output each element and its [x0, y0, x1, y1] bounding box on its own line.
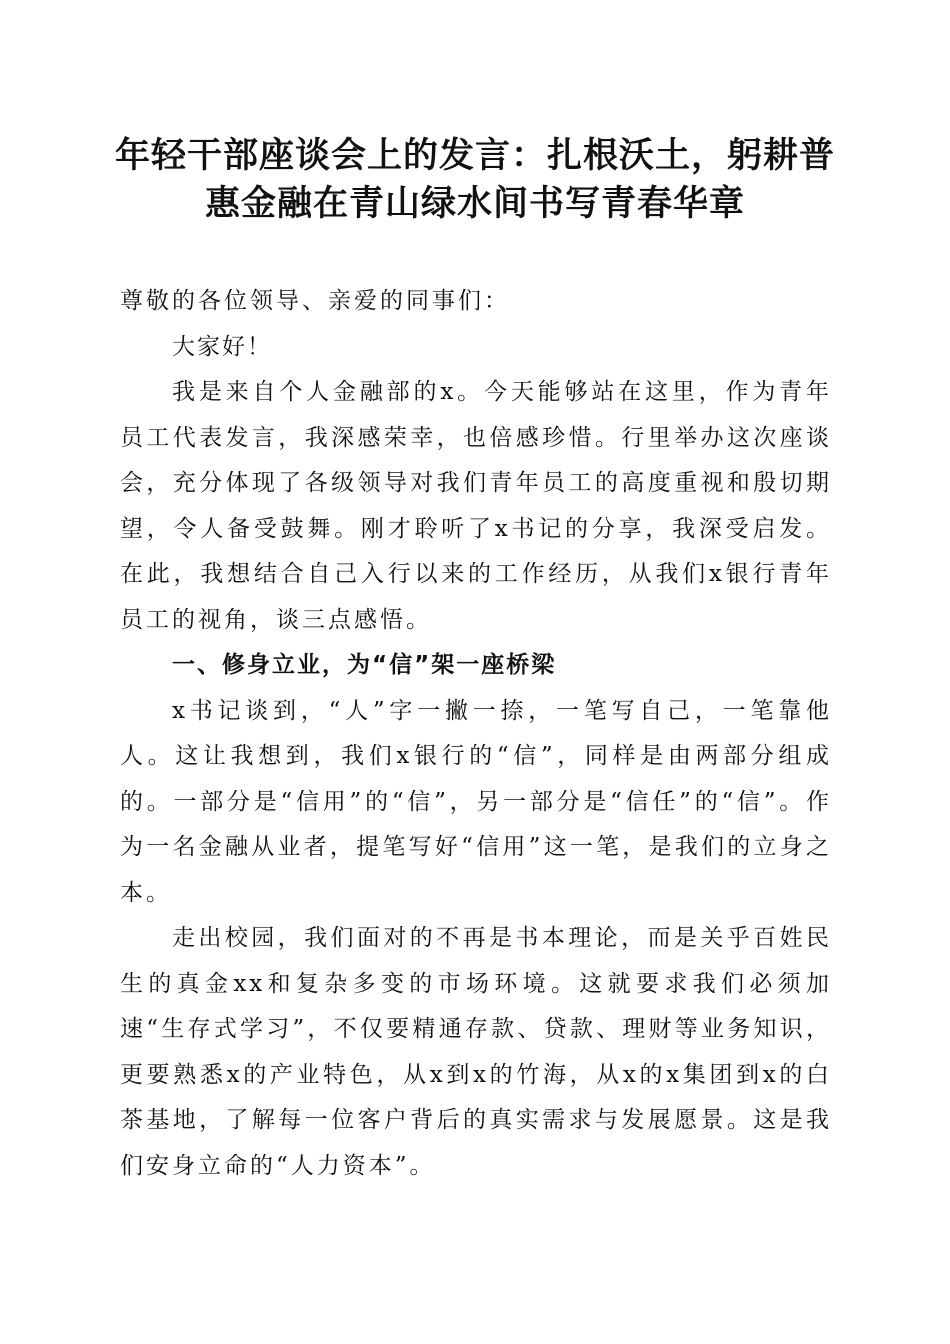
intro-paragraph: 我是来自个人金融部的x。今天能够站在这里，作为青年员工代表发言，我深感荣幸，也倍感珍惜。行里举办这次座谈会，充分体现了各级领导对我们青年员工的高度重视和殷切期望，令人备受鼓舞。刚才聆听了x书记的分享，我深受启发。在此，我想结合自己入行以来的工作经历，从我们x银行青年员工的视角，谈三点感悟。 — [120, 379, 832, 633]
document-title — [100, 132, 850, 228]
greeting: 大家好！ — [172, 333, 272, 360]
salutation: 尊敬的各位领导、亲爱的同事们： — [120, 288, 510, 314]
title-line-2: 惠金融在青山绿水间书写青春华章 — [204, 183, 745, 224]
title-line-1: 年轻干部座谈会上的发言：扎根沃土，躬耕普 — [114, 135, 835, 176]
section-1-paragraph-2: 走出校园，我们面对的不再是书本理论，而是关乎百姓民生的真金xx和复杂多变的市场环境。这就要求我们必须加速“生存式学习”，不仅要精通存款、贷款、理财等业务知识，更要熟悉x的产业特色，从x到x的竹海，从x的x集团到x的白茶基地，了解每一位客户背后的真实需求与发展愿景。这是我们安身立命的“人力资本”。 — [120, 925, 832, 1179]
document-body — [120, 279, 832, 1189]
section-heading-1: 一、修身立业，为“信”架一座桥梁 — [172, 652, 557, 678]
section-1-paragraph-1: x书记谈到，“人”字一撇一捺，一笔写自己，一笔靠他人。这让我想到，我们x银行的“信”，同样是由两部分组成的。一部分是“信用”的“信”，另一部分是“信任”的“信”。作为一名金融从业者，提笔写好“信用”这一笔，是我们的立身之本。 — [120, 697, 832, 906]
